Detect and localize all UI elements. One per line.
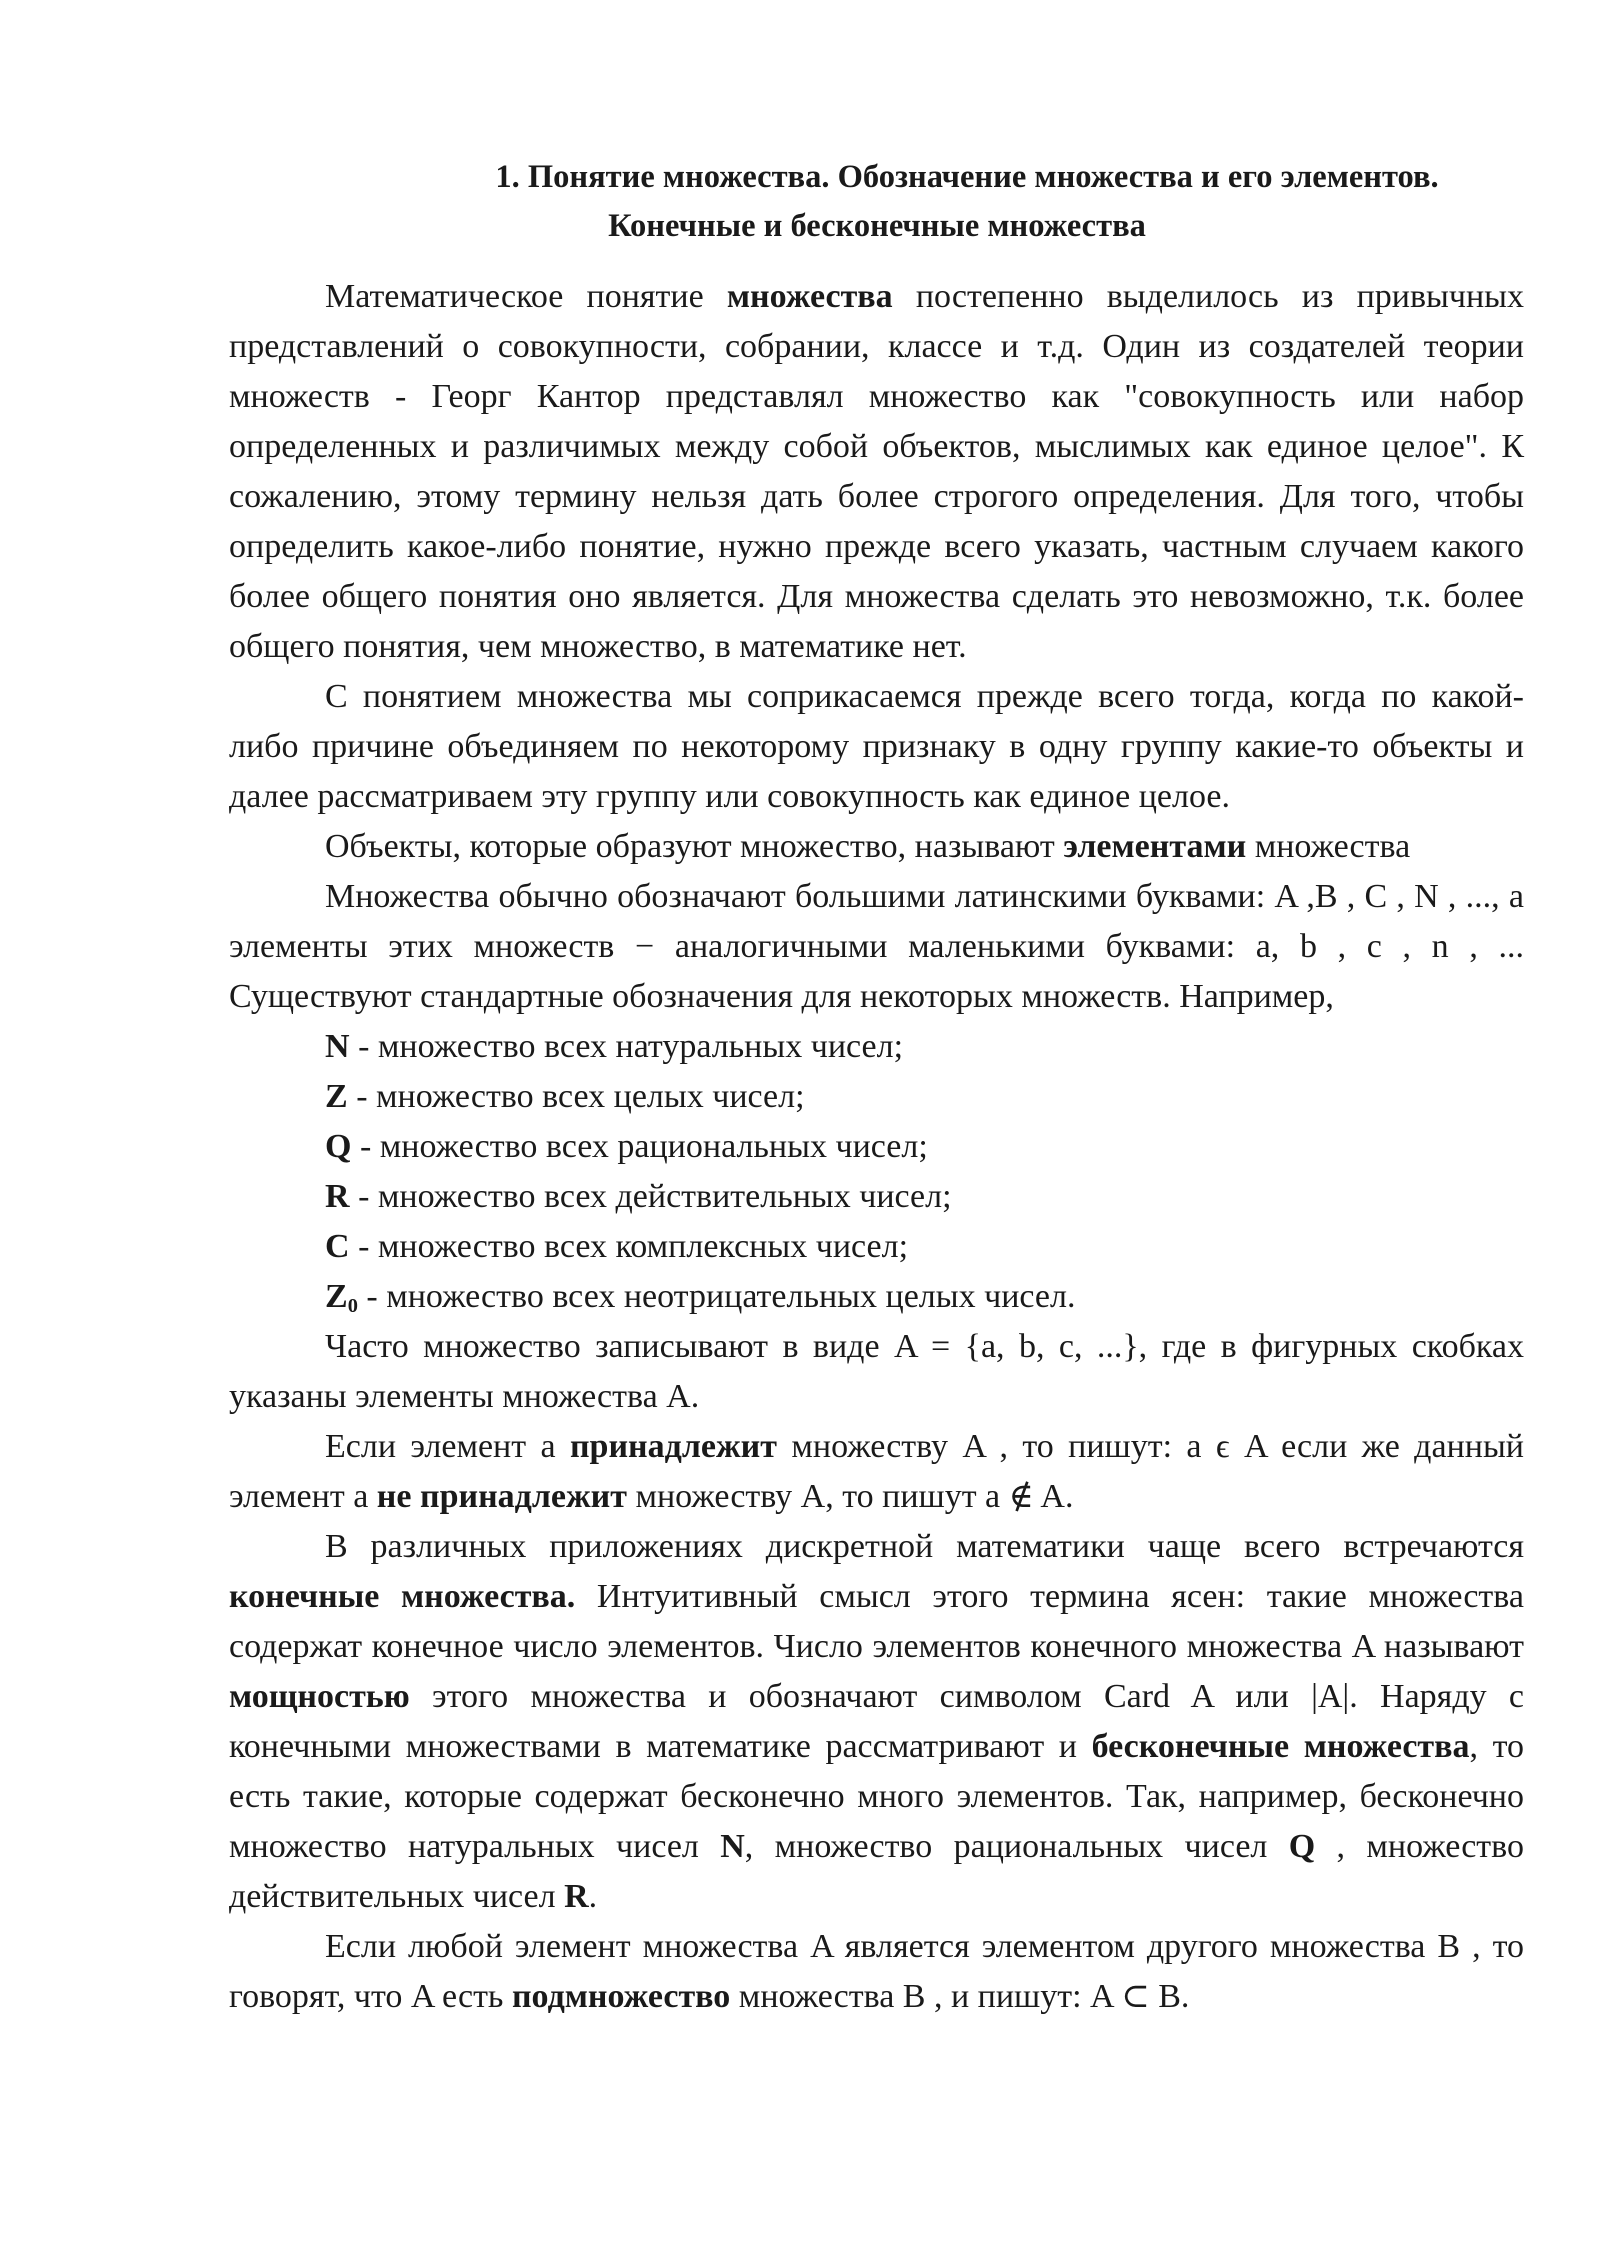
text-run: , множество действительных чисел: [229, 1828, 1524, 1915]
set-symbol: Z: [325, 1078, 348, 1115]
text-run: , то есть такие, которые содержат бесконечно много элементов. Так, например, бесконечно множество натуральных чисел: [229, 1728, 1524, 1865]
set-symbol: R: [325, 1178, 350, 1215]
text-run: , множество рациональных чисел: [744, 1828, 1289, 1865]
bold-term: мощностью: [229, 1678, 410, 1715]
set-symbol-letter: Z: [325, 1278, 348, 1315]
set-symbol: C: [325, 1228, 350, 1265]
text-run: В различных приложениях дискретной математики чаще всего встречаются: [325, 1528, 1524, 1565]
paragraph-set-contact: С понятием множества мы соприкасаемся прежде всего тогда, когда по какой-либо причине объединяем по некоторому признаку в одну группу какие-то объекты и далее рассматриваем эту группу или совокупность как единое целое.: [229, 678, 1524, 815]
text-run: Если любой элемент множества A является элементом другого множества B , то говорят, что A есть: [229, 1928, 1524, 2015]
set-description: - множество всех натуральных чисел;: [349, 1028, 904, 1065]
bold-term: принадлежит: [569, 1428, 777, 1465]
bold-term: не принадлежит: [376, 1478, 627, 1515]
bold-term: Q: [1288, 1828, 1316, 1865]
bold-term: R: [564, 1878, 589, 1915]
set-description: - множество всех комплексных чисел;: [349, 1228, 909, 1265]
set-definition-item: [229, 1172, 1524, 1222]
bold-term: бесконечные множества: [1091, 1728, 1470, 1765]
set-definition-item: [229, 1222, 1524, 1272]
bold-term: подмножество: [511, 1978, 731, 2015]
text-run: множества B , и пишут: A ⊂ B.: [730, 1978, 1190, 2015]
paragraph-notation: Множества обычно обозначают большими латинскими буквами: A ,B , C , N , ..., а элементы этих множеств − аналогичными маленькими буквами: a, b , c , n , ... Существуют стандартные обозначения для некоторых множеств. Например,: [229, 878, 1524, 1015]
heading-line-2: Конечные и бесконечные множества: [608, 208, 1146, 244]
set-symbol: N: [325, 1028, 350, 1065]
set-definition-item: [229, 1272, 1524, 1322]
bold-term: N: [720, 1828, 745, 1865]
set-definition-item: [229, 1122, 1524, 1172]
paragraph-subset: [229, 1922, 1524, 2022]
text-run: множества: [1246, 828, 1411, 865]
set-definition-item: [229, 1022, 1524, 1072]
bold-term: конечные множества.: [229, 1578, 576, 1615]
set-description: - множество всех действительных чисел;: [349, 1178, 952, 1215]
bold-term: множества: [726, 278, 893, 315]
text-run: Интуитивный смысл этого термина ясен: такие множества содержат конечное число элементов. Число элементов конечного множества A называют: [229, 1578, 1524, 1665]
bold-term: элементами: [1063, 828, 1247, 865]
set-description: - множество всех целых чисел;: [347, 1078, 805, 1115]
text-run: .: [588, 1878, 598, 1915]
text-run: Если элемент a: [325, 1428, 570, 1465]
set-description: - множество всех рациональных чисел;: [351, 1128, 928, 1165]
paragraph-set-notation: Часто множество записывают в виде A = {a, b, c, ...}, где в фигурных скобках указаны элементы множества A.: [229, 1328, 1524, 1415]
paragraph-elements: [229, 822, 1524, 872]
set-description: - множество всех неотрицательных целых чисел.: [357, 1278, 1076, 1315]
text-run: постепенно выделилось из привычных представлений о совокупности, собрании, классе и т.д. Один из создателей теории множеств - Георг Кантор представлял множество как "совокупность или набор определенных и различимых между собой объектов, мыслимых как единое целое". К сожалению, этому термину нельзя дать более строгого определения. Для того, чтобы определить какое-либо понятие, нужно прежде всего указать, частным случаем какого более общего понятия оно является. Для множества сделать это невозможно, т.к. более общего понятия, чем множество, в математике нет.: [229, 278, 1524, 665]
set-symbol: Q: [325, 1128, 352, 1165]
text-run: множеству A, то пишут a ∉ A.: [626, 1478, 1074, 1515]
set-definition-item: [229, 1072, 1524, 1122]
set-symbol: [325, 1278, 358, 1318]
document-body: [229, 272, 1524, 2022]
paragraph-set-concept: [229, 272, 1524, 672]
set-symbol-subscript: 0: [347, 1295, 358, 1318]
text-run: Математическое понятие: [325, 278, 727, 315]
text-run: этого множества и обозначают символом Card A или |A|. Наряду с конечными множествами в математике рассматривают и: [229, 1678, 1524, 1765]
paragraph-finite-infinite: [229, 1522, 1524, 1922]
text-run: множеству A , то пишут: a ϵ A если же данный элемент a: [229, 1428, 1525, 1515]
text-run: Объекты, которые образуют множество, называют: [325, 828, 1064, 865]
heading-line-1: 1. Понятие множества. Обозначение множества и его элементов.: [495, 159, 1439, 195]
paragraph-membership: [229, 1422, 1524, 1522]
